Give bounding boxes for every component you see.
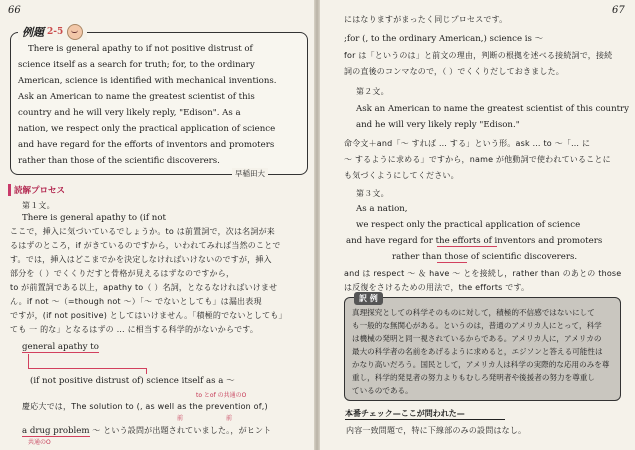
body-jp-line: は反復をさけるための用法で，the efforts です。 (344, 283, 530, 292)
example-phrase-line: a drug problem 〜 という設問が出題されていました。，がヒント (22, 426, 272, 436)
body-jp-line: 部分を（ ）でくくりだすと骨格が見えるはずなのですから， (10, 269, 235, 278)
body-jp-line: 命令文＋and「〜 すれば … する」という形。ask … to 〜「… に (344, 139, 591, 148)
translation-line: 最大の科学者の名前をあげるように求めると，エジソンと答える可能性は (352, 347, 603, 356)
example-line: and have regard for the efforts of inventors and promoters (18, 140, 275, 150)
bracket-line (146, 368, 147, 374)
body-jp-line: for は「というのは」と前文の理由，判断の根拠を述べる接続詞で，接続 (344, 51, 613, 60)
body-english-line: rather than those of scientific discoverers. (392, 252, 578, 262)
body-jp-line: す。では，挿入はどこまでかを決定しなければいけないのですが，挿入 (10, 255, 272, 264)
annotation: 前 (177, 415, 184, 422)
body-jp-line: 〜 するように求める」ですから，name が他動詞で使われていることに (344, 155, 611, 164)
annotation: to とof の共通のO (196, 392, 247, 399)
example-phrase-line: (if not positive distrust of) science itself as a 〜 (30, 376, 235, 386)
body-english-line: Ask an American to name the greatest scientist of this country (356, 104, 630, 114)
example-line: American, science is identified with mechanical inventions. (18, 76, 277, 86)
right-page-number: 67 (612, 5, 625, 16)
body-jp-line: ですが，(if not positive) としてはいけません。「積極的でないとしても」 (10, 311, 287, 320)
body-english-line: There is general apathy to (if not (22, 213, 166, 223)
body-jp-line: るはずのところ，if がきているのですから，いわれてみれば当然のことで (10, 241, 281, 250)
body-jp-line: ここで，挿入に気づいているでしょうか。to は前置詞で，次は名詞が来 (10, 227, 275, 236)
check-text: 内容一致問題で，特に下線部のみの設問はなし。 (346, 426, 527, 435)
body-english-line: As a nation, (356, 204, 408, 214)
annotation: 前 (226, 415, 233, 422)
body-jp-line: 詞の直後のコンマなので，（ ）でくくりだしておきました。 (344, 67, 564, 76)
body-jp-line: にはなりますがまったく同じプロセスです。 (344, 15, 508, 24)
section-label: 読解プロセス (8, 184, 68, 196)
underline-mark (437, 246, 497, 247)
left-page-number: 66 (8, 5, 21, 16)
sentence-label: 第１文。 (22, 201, 55, 210)
example-number: 2-5 (47, 27, 64, 37)
mascot-icon (67, 24, 83, 40)
body-english-line: and he will very likely reply "Edison." (356, 120, 520, 130)
annotation: 共通のO (28, 439, 51, 446)
body-english-line: and have regard for the efforts of inventors and promoters (346, 236, 603, 246)
example-source: 早稲田大 (232, 168, 268, 179)
sentence-label: 第２文。 (356, 87, 389, 96)
body-jp-line: ん。if not 〜（=though not 〜）「〜 でないとしても」は漏出表現 (10, 297, 262, 306)
example-phrase-underlined: general apathy to (22, 342, 99, 352)
translation-label: 訳 例 (354, 292, 383, 305)
body-english-line: ;for (, to the ordinary American,) science is 〜 (344, 34, 544, 44)
check-heading: 本番チェック—ここが問われた— (345, 408, 505, 420)
translation-line: 重し，科学的発見者の努力よりもむしろ発明者や後援者の努力を尊重し (352, 373, 595, 382)
body-jp-line: and は respect 〜 ＆ have 〜 とを接続し，rather than のあとの those (344, 269, 622, 278)
body-jp-line: 慶応大では，The solution to (, as well as the prevention of,) (22, 402, 268, 411)
bracket-line (28, 354, 29, 368)
example-line: science itself as a search for truth; for, to the ordinary (18, 60, 255, 70)
example-line: nation, we respect only the practical application of science (18, 124, 276, 134)
body-english-line: we respect only the practical application of science (356, 220, 581, 230)
example-line: country and he will very likely reply, "Edison". As a (18, 108, 241, 118)
sentence-label: 第３文。 (356, 189, 389, 198)
example-label-group (18, 24, 87, 40)
translation-line: かなり高いだろう。国民として，アメリカ人は科学の実際的な応用のみを尊 (352, 360, 610, 369)
body-jp-line: ても 一 的な」となるはずの … に相当する科学的がないからです。 (10, 325, 259, 334)
translation-line: 真理探究としての科学そのものに対して，積極的不信感ではないにして (352, 308, 595, 317)
example-line: rather than those of the scientific discoverers. (18, 156, 220, 166)
example-line: Ask an American to name the greatest scientist of this (18, 92, 255, 102)
underline-mark (437, 262, 467, 263)
body-jp-line: も気づくようにしてください。 (344, 171, 459, 180)
body-jp-line: to が前置詞である以上，apathy to（ ）名詞，となるなければいけませ (10, 283, 278, 292)
example-label: 例題 (22, 26, 44, 39)
translation-line: ているのである。 (352, 386, 413, 395)
translation-line: は機械の発明と同一視されているからである。アメリカ人に，アメリカの (352, 334, 602, 343)
example-line: There is general apathy to if not positive distrust of (28, 44, 253, 54)
bracket-line (28, 368, 146, 369)
translation-line: も一般的な無関心がある。というのは，普通のアメリカ人にとって，科学 (352, 321, 602, 330)
book-gutter (314, 0, 320, 450)
